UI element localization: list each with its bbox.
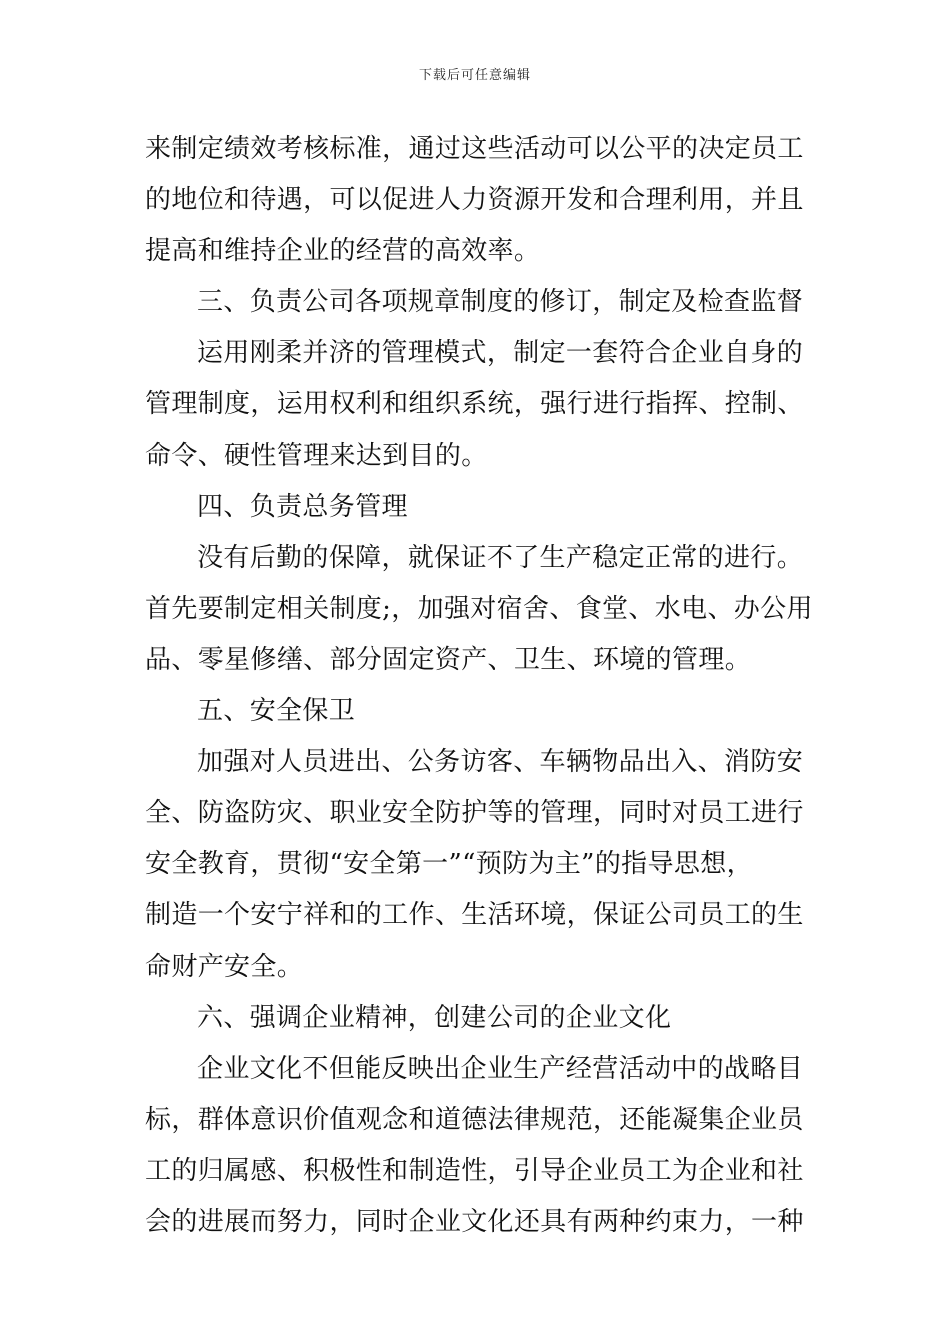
text-line: 会的进展而努力，同时企业文化还具有两种约束力，一种 (145, 1206, 804, 1237)
page-header: 下载后可任意编辑 (418, 68, 531, 83)
text-line: 提高和维持企业的经营的高效率。 (145, 236, 541, 267)
section-heading: 三、负责公司各项规章制度的修订，制定及检查监督 (197, 287, 804, 318)
text-line: 的地位和待遇，可以促进人力资源开发和合理利用，并且 (145, 185, 804, 216)
text-line: 全、防盗防灾、职业安全防护等的管理，同时对员工进行 (145, 798, 804, 829)
section-heading: 五、安全保卫 (197, 696, 356, 727)
section-heading: 六、强调企业精神，创建公司的企业文化 (197, 1002, 672, 1033)
text-line: 企业文化不但能反映出企业生产经营活动中的战略目 (197, 1053, 804, 1084)
text-line: 命财产安全。 (145, 951, 304, 982)
text-line: 标，群体意识价值观念和道德法律规范，还能凝集企业员 (145, 1104, 804, 1135)
section-heading: 四、负责总务管理 (197, 491, 408, 522)
text-line: 首先要制定相关制度;，加强对宿舍、食堂、水电、办公用 (145, 593, 813, 624)
text-line: 工的归属感、积极性和制造性，引导企业员工为企业和社 (145, 1155, 804, 1186)
text-line: 命令、硬性管理来达到目的。 (145, 440, 488, 471)
text-line: 来制定绩效考核标准，通过这些活动可以公平的决定员工 (145, 134, 804, 164)
text-line: 没有后勤的保障，就保证不了生产稳定正常的进行。 (197, 542, 804, 573)
text-line: 制造一个安宁祥和的工作、生活环境，保证公司员工的生 (145, 900, 804, 931)
text-line: 安全教育，贯彻“安全第一”“预防为主”的指导思想， (145, 849, 753, 880)
text-line: 运用刚柔并济的管理模式，制定一套符合企业自身的 (197, 338, 804, 369)
text-line: 加强对人员进出、公务访客、车辆物品出入、消防安 (197, 747, 804, 778)
text-line: 品、零星修缮、部分固定资产、卫生、环境的管理。 (145, 644, 752, 675)
document-body (145, 124, 813, 1248)
text-line: 管理制度，运用权利和组织系统，强行进行指挥、控制、 (145, 389, 804, 420)
